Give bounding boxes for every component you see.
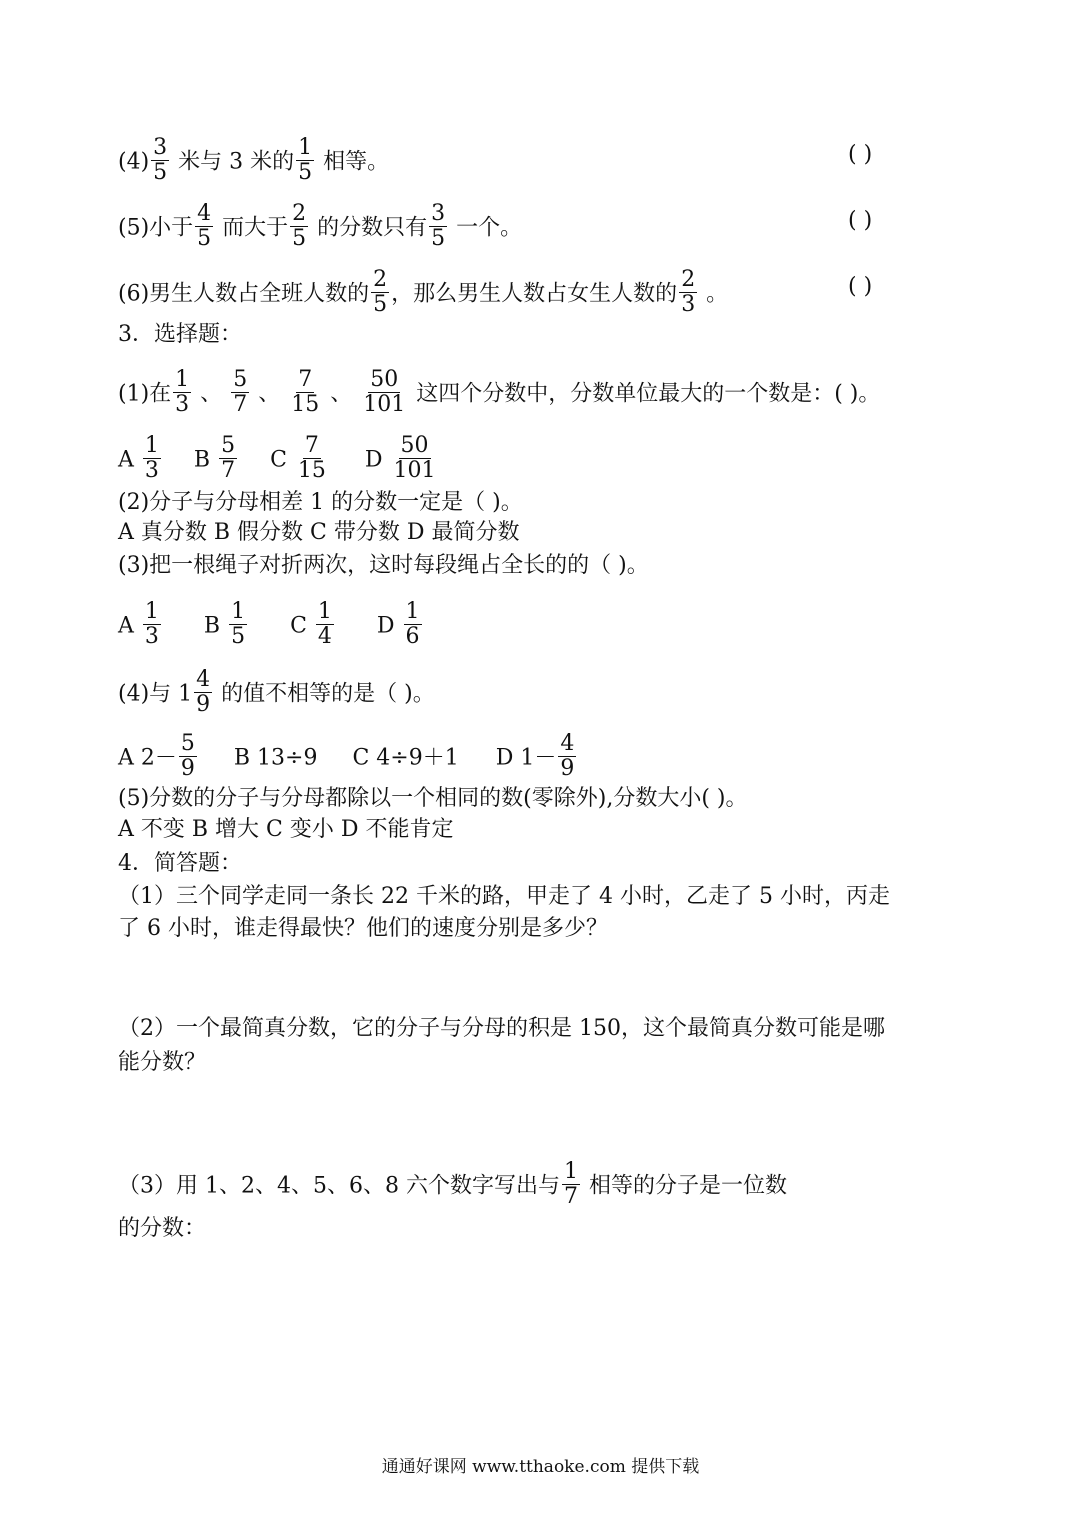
fraction (231, 368, 249, 417)
fraction (143, 434, 161, 483)
short-q3-line1: （3）用 1、2、4、5、6、8 六个数字写出与 $\frac{1}{7}$ 相等的分子是一位数 (118, 1159, 787, 1209)
choice-q2: (2)分子与分母相差 1 的分数一定是（ )。 (118, 490, 523, 515)
numerator: 7 (298, 367, 313, 392)
denominator: 15 (297, 458, 326, 483)
numerator: 2 (292, 201, 307, 226)
section3-title: 3．选择题： (118, 322, 242, 347)
denominator: 15 (291, 392, 320, 417)
fraction (558, 732, 576, 781)
short-q2-line2: 能分数？ (118, 1050, 207, 1075)
choice-q3-options: A $\frac{1}{3}$ B $\frac{1}{5}$ C $\frac{1}{4}$ D $\frac{1}{6}$ (118, 599, 420, 649)
choice-q1-options: A $\frac{1}{3}$ B $\frac{5}{7}$ C $\frac{7}{15}$ D $\frac{50}{101}$ (118, 433, 436, 483)
denominator: 9 (560, 756, 575, 781)
denominator: 9 (196, 692, 211, 717)
judge-q4: (4) $\frac{3}{5}$ 米与 3 米的 $\frac{1}{5}$ 相等。 (118, 135, 390, 185)
numerator: 1 (405, 599, 420, 624)
denominator: 5 (197, 226, 212, 251)
fraction (316, 600, 334, 649)
short-q1-line2: 了 6 小时，谁走得最快？他们的速度分别是多少？ (118, 916, 608, 941)
denominator: 5 (292, 226, 307, 251)
numerator: 7 (304, 433, 319, 458)
fraction (194, 668, 212, 717)
fraction (179, 732, 197, 781)
denominator: 6 (405, 624, 420, 649)
fraction (219, 434, 237, 483)
denominator: 7 (563, 1184, 578, 1209)
fraction (371, 268, 389, 317)
numerator: 5 (221, 433, 236, 458)
numerator: 2 (373, 267, 388, 292)
fraction (361, 368, 407, 417)
denominator: 5 (431, 226, 446, 251)
numerator: 50 (400, 433, 429, 458)
numerator: 5 (233, 367, 248, 392)
answer-paren[interactable]: ( ) (848, 274, 873, 299)
numerator: 1 (298, 135, 313, 160)
numerator: 1 (563, 1159, 578, 1184)
numerator: 1 (231, 599, 246, 624)
numerator: 1 (144, 599, 159, 624)
choice-q4-options: A 2－ $\frac{5}{9}$ B 13÷9 C 4÷9＋1 D 1－ $\frac{4}{9}$ (118, 731, 575, 781)
denominator: 3 (175, 392, 190, 417)
numerator: 1 (144, 433, 159, 458)
fraction (296, 434, 328, 483)
denominator: 5 (298, 160, 313, 185)
denominator: 3 (144, 624, 159, 649)
numerator: 4 (196, 667, 211, 692)
denominator: 5 (231, 624, 246, 649)
fraction (229, 600, 247, 649)
denominator: 5 (373, 292, 388, 317)
denominator: 101 (393, 458, 436, 483)
answer-paren[interactable]: ( ) (848, 208, 873, 233)
choice-q5: (5)分数的分子与分母都除以一个相同的数(零除外),分数大小( )。 (118, 786, 748, 811)
numerator: 3 (153, 135, 168, 160)
numerator: 50 (370, 367, 399, 392)
fraction (296, 136, 314, 185)
numerator: 1 (175, 367, 190, 392)
numerator: 4 (197, 201, 212, 226)
choice-q1: (1)在 $\frac{1}{3}$ 、 $\frac{5}{7}$ 、 $\frac{7}{15}$ 、 $\frac{50}{101}$ 这四个分数中，分数单位最大的一个数是：( )。 (118, 367, 881, 417)
fraction (679, 268, 697, 317)
short-q3-line2: 的分数： (118, 1216, 207, 1241)
choice-q2-options: A 真分数 B 假分数 C 带分数 D 最简分数 (118, 520, 520, 545)
numerator: 2 (681, 267, 696, 292)
denominator: 4 (317, 624, 332, 649)
short-q1-line1: （1）三个同学走同一条长 22 千米的路，甲走了 4 小时，乙走了 5 小时，丙走 (118, 884, 890, 909)
numerator: 1 (317, 599, 332, 624)
denominator: 9 (180, 756, 195, 781)
denominator: 7 (221, 458, 236, 483)
numerator: 3 (431, 201, 446, 226)
page-footer: 通通好课网 www.tthaoke.com 提供下载 (381, 1457, 700, 1477)
denominator: 3 (144, 458, 159, 483)
section4-title: 4．简答题： (118, 851, 242, 876)
fraction (290, 202, 308, 251)
answer-paren[interactable]: ( ) (848, 142, 873, 167)
fraction (562, 1160, 580, 1209)
fraction (429, 202, 447, 251)
numerator: 5 (180, 731, 195, 756)
fraction (173, 368, 191, 417)
denominator: 3 (681, 292, 696, 317)
denominator: 101 (363, 392, 406, 417)
judge-q6: (6)男生人数占全班人数的 $\frac{2}{5}$ ，那么男生人数占女生人数的 $\frac{2}{3}$ 。 (118, 267, 729, 317)
numerator: 4 (560, 731, 575, 756)
fraction (392, 434, 438, 483)
choice-q5-options: A 不变 B 增大 C 变小 D 不能肯定 (118, 817, 454, 842)
fraction (289, 368, 321, 417)
denominator: 7 (233, 392, 248, 417)
fraction (404, 600, 422, 649)
short-q2-line1: （2）一个最简真分数，它的分子与分母的积是 150，这个最简真分数可能是哪 (118, 1016, 885, 1041)
choice-q4: (4)与 1 $\frac{4}{9}$ 的值不相等的是（ )。 (118, 667, 435, 717)
judge-q5: (5)小于 $\frac{4}{5}$ 而大于 $\frac{2}{5}$ 的分数只有 $\frac{3}{5}$ 一个。 (118, 201, 523, 251)
fraction (143, 600, 161, 649)
fraction (195, 202, 213, 251)
choice-q3: (3)把一根绳子对折两次，这时每段绳占全长的的（ )。 (118, 553, 649, 578)
denominator: 5 (153, 160, 168, 185)
fraction (151, 136, 169, 185)
